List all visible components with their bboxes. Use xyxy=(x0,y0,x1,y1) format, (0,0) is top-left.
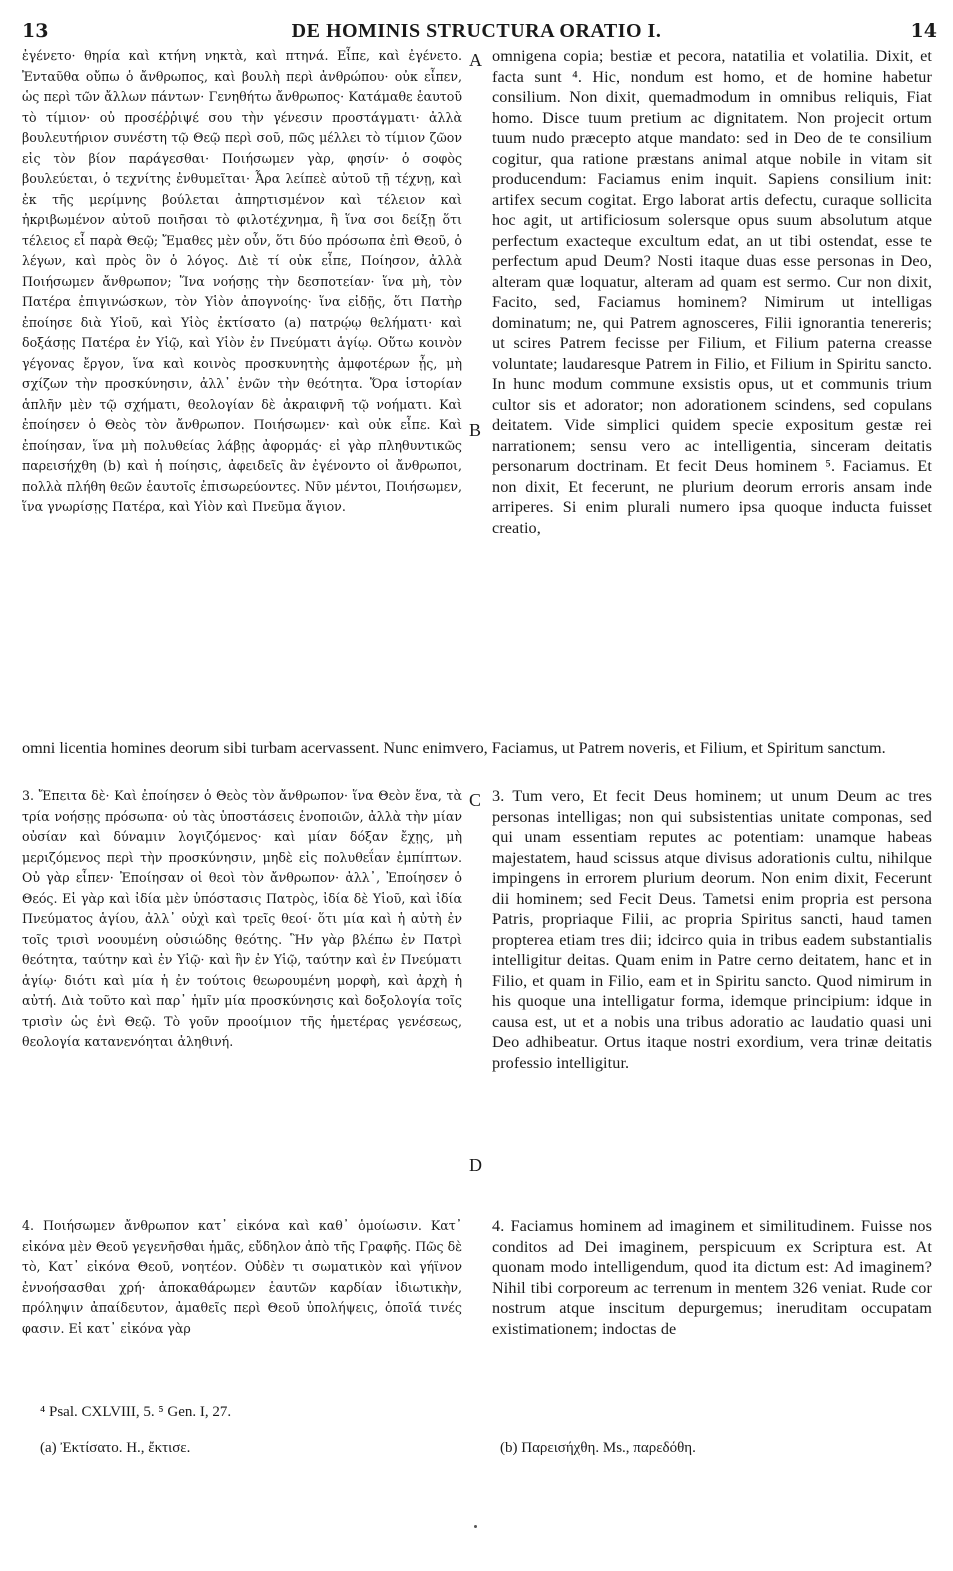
latin-column-middle xyxy=(492,786,932,1216)
page-number-right: 14 xyxy=(910,20,937,42)
latin-paragraph-3: 3. Tum vero, Et fecit Deus hominem; ut unum Deum ac tres personas intelligas; non qui subsistentias unitate componas, sed qui unam essentiam reputes ac potentiam: unamque habeas majestatem, haud scissus atque divisus adorationis cultu, nihilque impingens in errorem plurium deorum. Non enim dixit, Fecerunt dii hominem; sed Fecit Deus. Tametsi enim propria est persona Patris, propriaque Filii, ac propria Spiritus sancti, haud tamen propterea etiam tres dii; idcirco quia in tribus eadem substantialis intelligitur deitas. Quam enim in Patre cerno deitatem, hanc et in Filio, et quam in Filio, eam et in Spiritu sancto. Quod nimirum in his quoque una intelligatur forma, idemque principium: idque in causa est, ut et a nobis una tribus adoratio ac laudatio quasi uni Deo adhibeatur. Ortus itaque nostri exordium, vera trinæ deitatis professio intelligitur. xyxy=(492,787,932,1072)
margin-marker-a: A xyxy=(469,50,482,70)
greek-paragraph-3: 3. Ἔπειτα δὲ· Καὶ ἐποίησεν ὁ Θεὸς τὸν ἄνθρωπον· ἵνα Θεὸν ἕνα, τὰ τρία νοήσῃς πρόσωπα· οὐ τὰς ὑποστάσεις ἑνοποιῶν, ἀλλὰ τὴν μίαν οὐσίαν καὶ δύναμιν λογιζόμενος· καὶ μίαν δόξαν ἔχῃς, μὴ μεριζόμενος περὶ τὴν προσκύνησιν, μηδὲ εἰς πολυθεΐαν ἐμπίπτων. Οὐ γὰρ εἶπεν· Ἐποίησαν οἱ θεοὶ τὸν ἄνθρωπον· ἀλλ᾽, Ἐποίησεν ὁ Θεός. Εἰ γὰρ καὶ ἰδία μὲν ὑπόστασις Πατρὸς, ἰδία δὲ Υἱοῦ, καὶ ἰδία Πνεύματος ἁγίου, ἀλλ᾽ οὐχὶ καὶ τρεῖς θεοί· ὅτι μία καὶ ἡ αὐτὴ ἐν τοῖς τρισὶ νοουμένη οὐσιώδης θεότης. Ἣν γὰρ βλέπω ἐν Πατρὶ θεότητα, ταύτην καὶ ἐν Υἱῷ· καὶ ἣν ἐν Υἱῷ, ταύτην καὶ ἐν Πνεύματι ἁγίῳ· διότι καὶ μία ἡ ἐν τούτοις θεωρουμένη μορφὴ, καὶ ἀρχὴ ἡ αὐτή. Διὰ τοῦτο καὶ παρ᾽ ἡμῖν μία προσκύνησις καὶ δοξολογία τοῖς τρισὶν ὡς ἑνὶ Θεῷ. Τὸ γοῦν προοίμιον τῆς ἡμετέρας γενέσεως, θεολογία κατανενόηται ἀληθινή. xyxy=(22,788,462,1049)
margin-marker-b: B xyxy=(469,420,482,440)
latin-column-bottom xyxy=(492,1216,932,1386)
running-title: DE HOMINIS STRUCTURA ORATIO I. xyxy=(291,20,662,42)
greek-column-top xyxy=(22,46,462,736)
greek-column-middle xyxy=(22,786,462,1206)
page-number-left: 13 xyxy=(22,20,49,42)
margin-marker-d: D xyxy=(469,1155,482,1175)
margin-marker-c: C xyxy=(469,790,482,810)
greek-paragraph-4: 4. Ποιήσωμεν ἄνθρωπον κατ᾽ εἰκόνα καὶ καθ᾽ ὁμοίωσιν. Κατ᾽ εἰκόνα μὲν Θεοῦ γεγενῆσθαι ἡμᾶς, εὔδηλον ἀπὸ τῆς Γραφῆς. Πῶς δὲ τὸ, Κατ᾽ εἰκόνα Θεοῦ, νοητέον. Οὐδὲν τι σωματικὸν καὶ γήϊνον ἐννοήσασθαι χρή· ἀποκαθάρωμεν ἑαυτῶν καρδίαν ἰδιωτικὴν, πρόληψιν ἀπαίδευτον, ἀμαθεῖς περὶ Θεοῦ ὑπολήψεις, ὁποῖά τινές φασιν. Εἰ κατ᾽ εἰκόνα γὰρ xyxy=(22,1218,462,1336)
latin-paragraph-2: omnigena copia; bestiæ et pecora, natatilia et volatilia. Dixit, et facta sunt ⁴. Hic, nondum est homo, et de homine habetur consilium. Non dixit, quemadmodum in omnibus reliquis, Fiat homo. Disce tuum pretium ac dignitatem. Non projecit ortum tuum nudo præcepto atque mandato: sed in Deo de te consilium cogitur, qua ratione præstans animal atque nobile in vitam sit producendum: Faciamus enim inquit. Sapiens consilium init: artifex secum cogitat. Ergo laborat artis defectu, curaque sollicita hoc agit, ut artificiosum solersque opus suum absolutum atque perfectum exacteque excultum edat, an ut tibi ostendat, esse te perfectum apud Deum? Nosti itaque duas esse personas in Deo, alteram quæ loquatur, alteram ad quam est sermo. Cur non dixit, Facito, sed, Faciamus hominem? Nimirum ut intelligas dominatum; ne, qui Patrem agnosceres, Filii ignorantia tenereris; ut scires Patrem fecisse per Filium, et Filium paterna creasse voluntate; laudaresque Patrem in Filio, et Filium in Spiritu sancto. In hunc modum commune exsistis opus, ut et communis trium cultor sis et adorator; non adorationem scindens, sed copulans deitatem. Vide simplici quidem specie expositum gestæ rei narrationem; sensu vero ac intelligentia, sinceram deitatis personarum doctrinam. Et fecit Deus hominem ⁵. Faciamus. Et non dixit, Et fecerunt, ne plurium deorum erroris ansam inde arriperes. Si enim plurali numero ipsa quoque inducta fuisset creatio, xyxy=(492,47,932,537)
latin-column-top xyxy=(492,46,932,738)
greek-column-bottom xyxy=(22,1216,462,1386)
latin-full-width-line: omni licentia homines deorum sibi turbam acervassent. Nunc enimvero, Faciamus, ut Patrem noveris, et Filium, et Spiritum sanctum. xyxy=(22,739,886,757)
footnote-b: (b) Παρεισήχθη. Μs., παρεδόθη. xyxy=(500,1440,696,1456)
page-speck xyxy=(474,1525,477,1528)
greek-paragraph-2: ἐγένετο· θηρία καὶ κτήνη νηκτὰ, καὶ πτηνά. Εἶπε, καὶ ἐγένετο. Ἐνταῦθα οὔπω ὁ ἄνθρωπος, καὶ βουλὴ περὶ ἀνθρώπου· οὐκ εἶπεν, ὡς περὶ τῶν ἄλλων πάντων· Γενηθήτω ἄνθρωπος· Κατάμαθε ἑαυτοῦ τὸ τίμιον· οὐ προσέῤῥιψέ σου τὴν γένεσιν προστάγματι· ἀλλὰ βουλευτήριον συνέστη τῷ Θεῷ περὶ σοῦ, πῶς μέλλει τὸ τίμιον ζῶον εἰς τὸν βίον παράγεσθαι· Ποιήσωμεν γὰρ, φησίν· ὁ σοφὸς βουλεύεται, ὁ τεχνίτης ἐνθυμεῖται· Ἆρα λείπεὲ αὐτοῦ τῇ τέχνῃ, καὶ ἐκ τῆς μερίμνης βούλεται ἀπηρτισμένον καὶ τέλειον καὶ ἠκριβωμένον αὐτοῦ ποιῆσαι τὸ φιλοτέχνημα, ἢ ἵνα σοι δείξῃ ὅτι τέλειος εἶ παρὰ Θεῷ; Ἔμαθες μὲν οὖν, ὅτι δύο πρόσωπα ἐπὶ Θεοῦ, ὁ λέγων, καὶ πρὸς ὃν ὁ λόγος. Διὲ τί οὐκ εἶπε, Ποίησον, ἀλλὰ Ποιήσωμεν ἄνθρωπον; Ἵνα νοήσῃς τὴν δεσποτείαν· ἵνα μὴ, τὸν Πατέρα ἐπιγινώσκων, τὸν Υἱὸν ἀπογνοίης· ἵνα εἰδῇς, ὅτι Πατὴρ ἐποίησε διὰ Υἱοῦ, καὶ Υἱὸς ἐκτίσατο (a) πατρῴῳ θελήματι· καὶ δοξάσῃς Πατέρα ἐν Υἱῷ, καὶ Υἱὸν ἐν Πνεύματι ἁγίῳ. Οὕτω κοινὸν γέγονας ἔργον, ἵνα καὶ κοινὸς προσκυνητὴς ἀμφοτέρων ᾖς, μὴ σχίζων τὴν προσκύνησιν, ἀλλ᾽ ἑνῶν τὴν θεότητα. Ὅρα ἱστορίαν ἁπλῆν μὲν τῷ σχήματι, θεολογίαν δὲ ἀκραιφνῆ τῷ νοήματι. Καὶ ἐποίησεν ὁ Θεὸς τὸν ἄνθρωπον. Ποιήσωμεν· καὶ οὐκ εἶπε. Καὶ ἐποίησαν, ἵνα μὴ πολυθείας λάβῃς ἀφορμάς· εἰ γὰρ πληθυντικῶς παρεισήχθη (b) καὶ ἡ ποίησις, ἀφειδεῖς ἂν ἐγένοντο οἱ ἄνθρωποι, πολλὰ πλήθη θεῶν ἑαυτοῖς ἐπισωρεύοντες. Νῦν μέντοι, Ποιήσωμεν, ἵνα γνωρίσῃς Πατέρα, καὶ Υἱὸν καὶ Πνεῦμα ἅγιον. xyxy=(22,48,462,514)
footnote-references: ⁴ Psal. CXLVIII, 5. ⁵ Gen. I, 27. xyxy=(40,1404,232,1420)
latin-paragraph-4: 4. Faciamus hominem ad imaginem et similitudinem. Fuisse nos conditos ad Dei imaginem, perspicuum ex Scriptura est. At quonam modo intelligendum, quod ita dictum est: Ad imaginem? Nihil tibi corporeum ac terrenum in mentem 326 veniat. Rude cor nostrum atque inscitum depurgemus; ineruditam occupatam existimationem; indoctas de xyxy=(492,1217,932,1338)
footnote-a: (a) Ἐκτίσατο. Η., ἔκτισε. xyxy=(40,1440,191,1456)
